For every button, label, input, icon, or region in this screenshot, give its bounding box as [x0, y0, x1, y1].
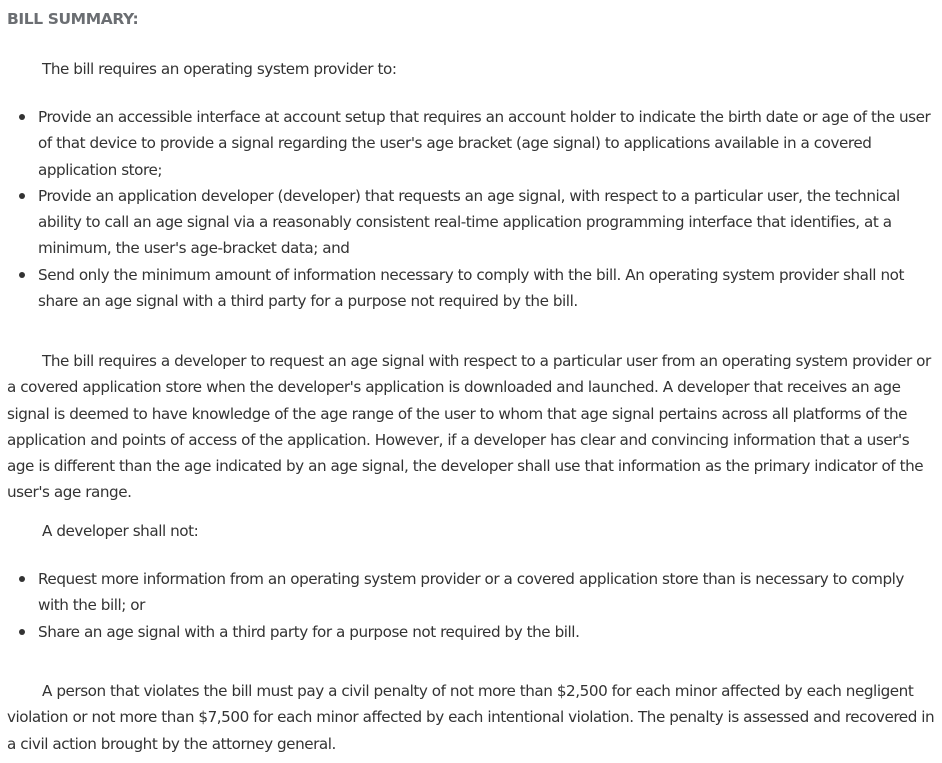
section-heading: BILL SUMMARY:	[7, 10, 139, 28]
list-item	[38, 104, 938, 183]
list-item	[38, 566, 938, 619]
developer-paragraph: The bill requires a developer to request an age signal with respect to a particular user from an operating system provider or a covered application store when the developer's application is downloaded and launched. A developer that receives an age signal is deemed to have knowledge of the age range of the user to whom that age signal pertains across all platforms of the application and points of access of the application. However, if a developer has clear and convincing information that a user's age is different than the age indicated by an age signal, the developer shall use that information as the primary indicator of the user's age range.	[7, 352, 931, 502]
bullet-icon	[19, 272, 25, 278]
list-item-text: Provide an accessible interface at account setup that requires an account holder to indicate the birth date or age of the user of that device to provide a signal regarding the user's age bracket (age signal) to applications available in a covered application store;	[38, 108, 931, 179]
bullet-icon	[19, 193, 25, 199]
intro-developer: A developer shall not:	[42, 522, 199, 540]
list-item-text: Provide an application developer (developer) that requests an age signal, with respect to a particular user, the technical ability to call an age signal via a reasonably consistent real-time application programming interface that identifies, at a minimum, the user's age-bracket data; and	[38, 186, 900, 258]
list-item-text: Request more information from an operating system provider or a covered application store than is necessary to comply with the bill; or	[38, 570, 904, 615]
bullet-icon	[19, 114, 25, 120]
list-item	[38, 183, 938, 262]
penalty-paragraph: A person that violates the bill must pay a civil penalty of not more than $2,500 for each minor affected by each negligent violation or not more than $7,500 for each minor affected by each intentional violation. The penalty is assessed and recovered in a civil action brought by the attorney general.	[7, 682, 935, 753]
list-item-text: Share an age signal with a third party for a purpose not required by the bill.	[38, 622, 580, 641]
list-item-text: Send only the minimum amount of information necessary to comply with the bill. An operating system provider shall not share an age signal with a third party for a purpose not required by the bill.	[38, 265, 904, 311]
os-requirements-list	[0, 104, 938, 314]
bullet-icon	[19, 576, 25, 582]
list-item	[38, 619, 938, 645]
intro-os-provider: The bill requires an operating system provider to:	[42, 60, 397, 78]
developer-prohibitions-list	[0, 566, 938, 645]
bullet-icon	[19, 629, 25, 635]
list-item	[38, 262, 938, 315]
